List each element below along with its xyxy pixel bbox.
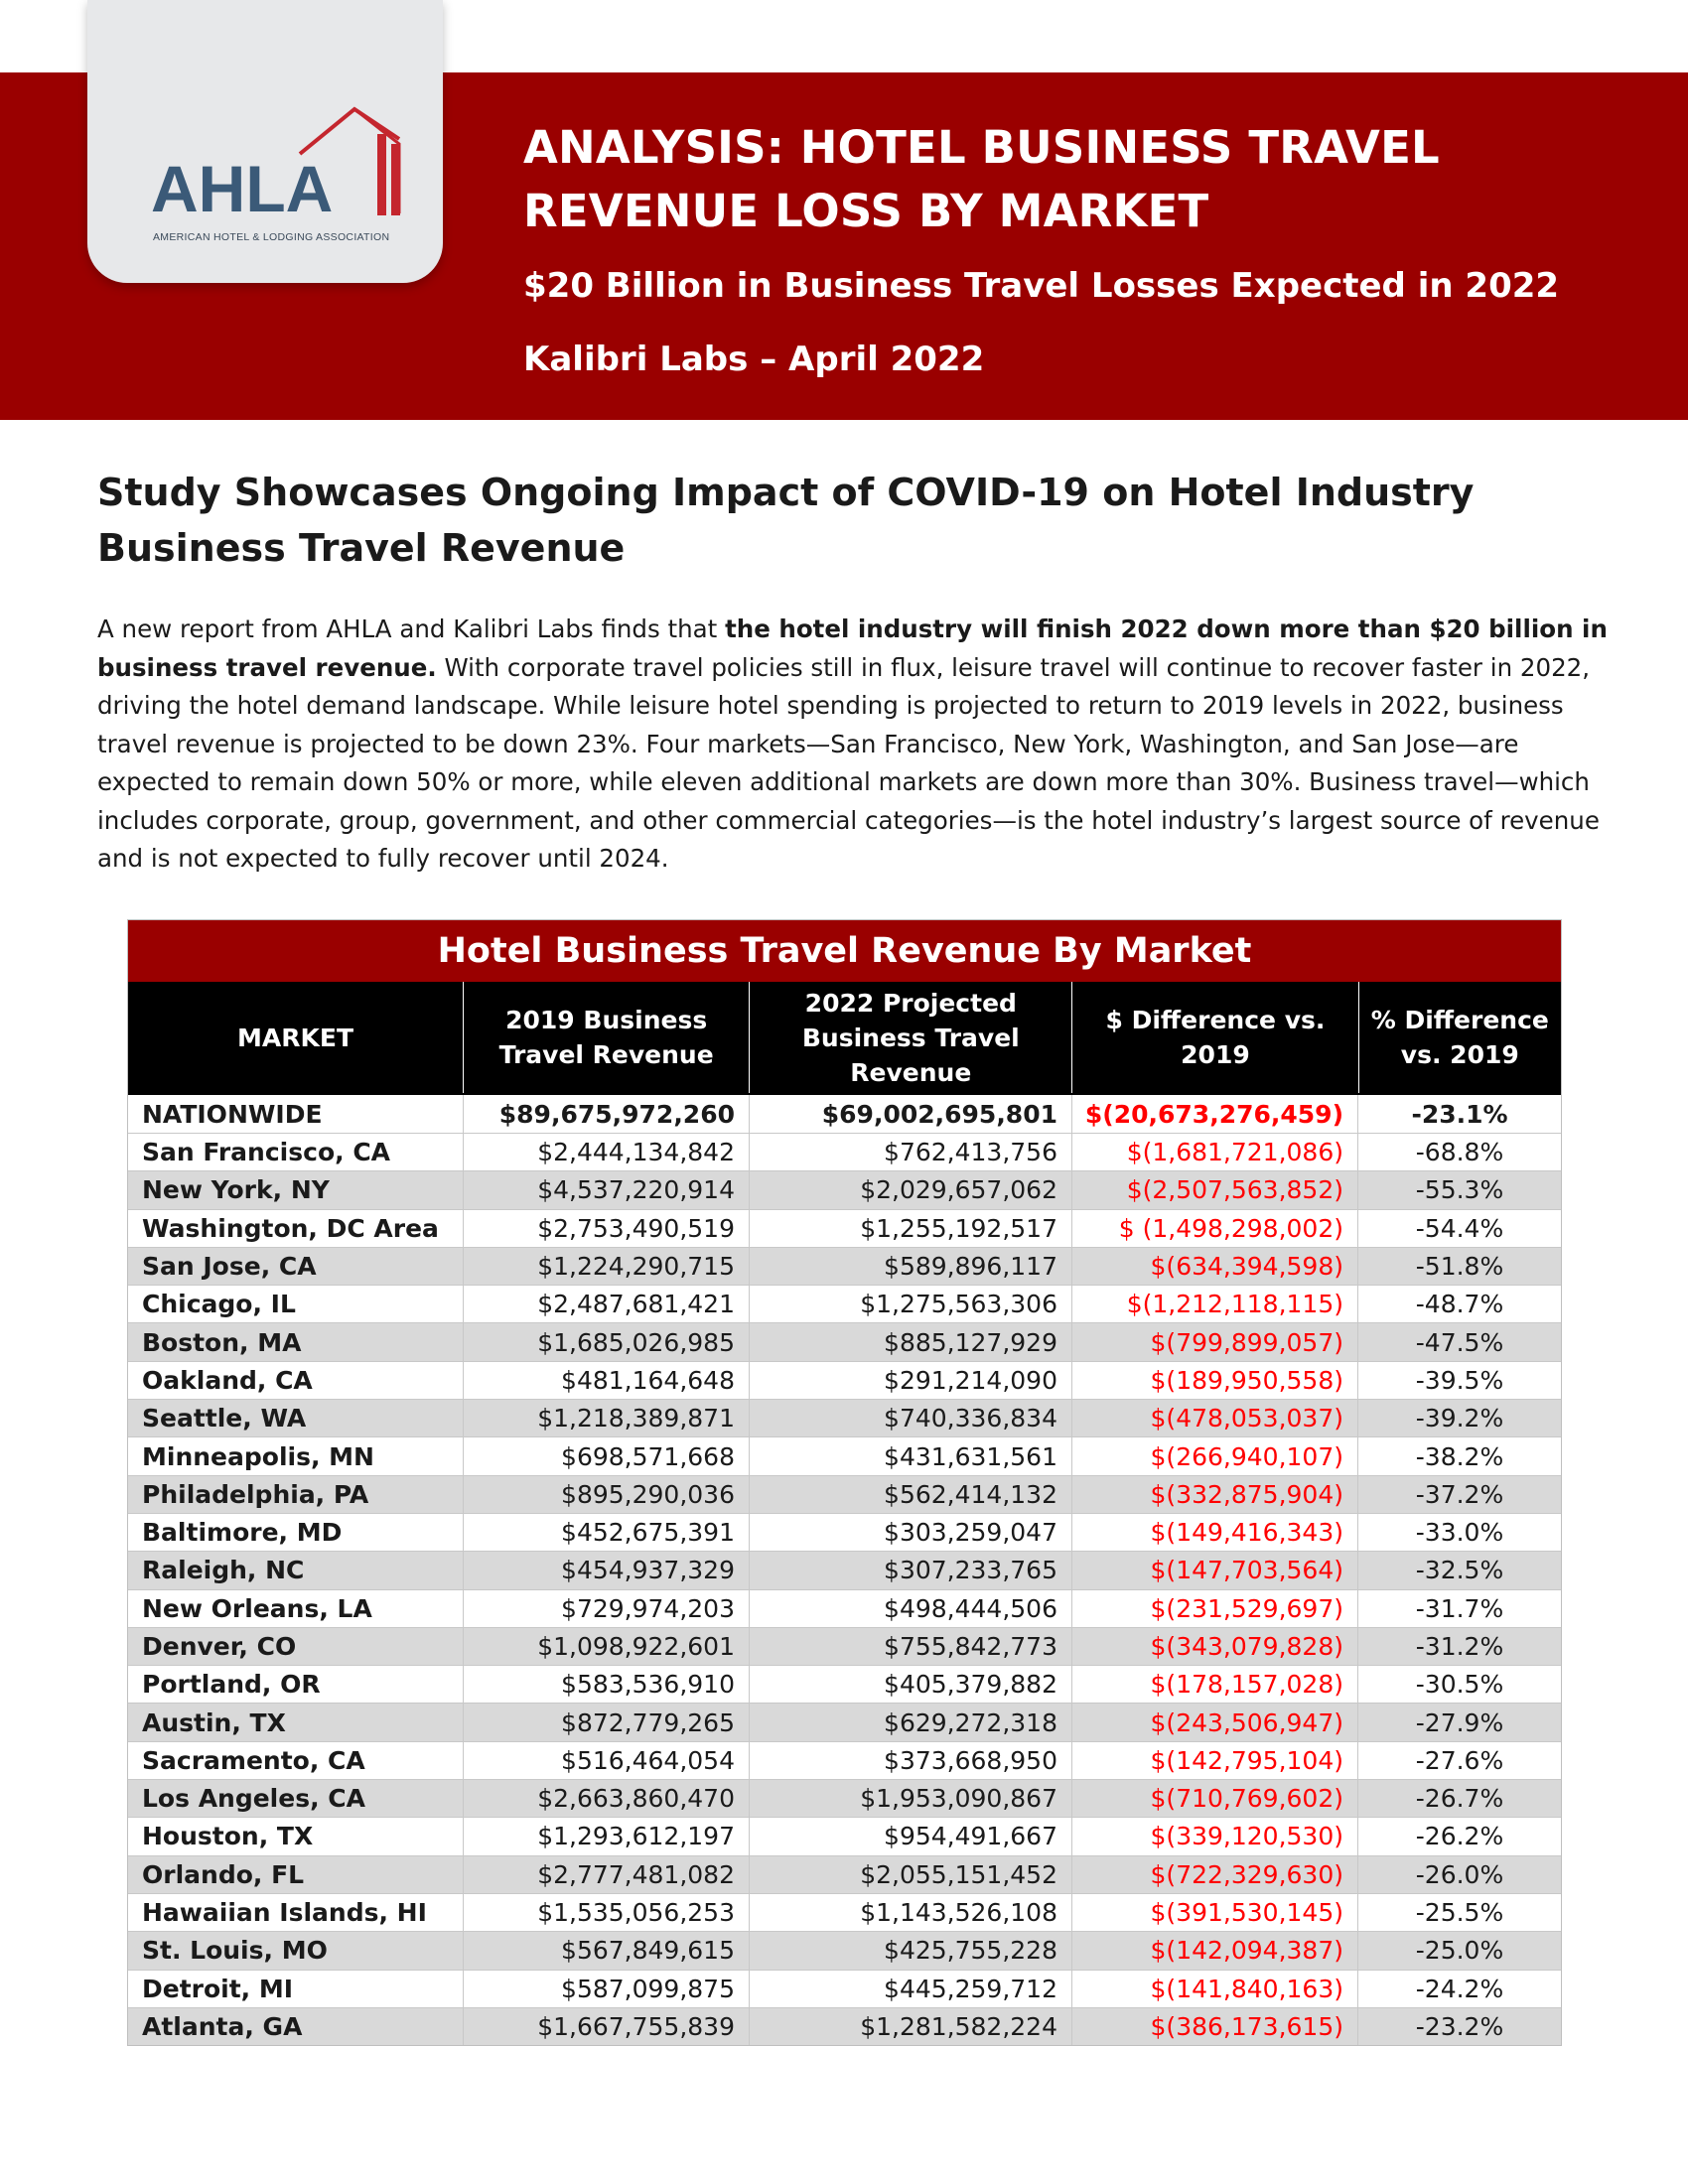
column-header-dollar-difference: $ Difference vs. 2019: [1072, 982, 1358, 1093]
table-row: [128, 1322, 1561, 1360]
revenue-2019-cell: $1,293,612,197: [464, 1818, 750, 1854]
revenue-2019-cell: $729,974,203: [464, 1590, 750, 1627]
revenue-2022-cell: $373,668,950: [750, 1742, 1072, 1779]
report-subtitle: $20 Billion in Business Travel Losses Expected in 2022: [523, 266, 1560, 306]
revenue-2019-cell: $2,444,134,842: [464, 1134, 750, 1170]
dollar-difference-cell: $(339,120,530): [1072, 1818, 1358, 1854]
table-row: [128, 2007, 1561, 2045]
table-row: [128, 1285, 1561, 1322]
percent-difference-cell: -55.3%: [1415, 1175, 1504, 1205]
table-row: [128, 1855, 1561, 1893]
table-row: [128, 1551, 1561, 1588]
column-header-2022-revenue: 2022 Projected Business Travel Revenue: [750, 982, 1072, 1093]
market-cell: Detroit, MI: [128, 1971, 464, 2007]
table-row-nationwide: [128, 1093, 1561, 1133]
dollar-difference-cell: $(722,329,630): [1072, 1856, 1358, 1893]
intro-paragraph: [97, 611, 1626, 879]
market-cell: Portland, OR: [128, 1666, 464, 1703]
percent-difference-cell: -27.6%: [1415, 1745, 1504, 1775]
market-cell: Seattle, WA: [128, 1400, 464, 1436]
dollar-difference-cell: $(243,506,947): [1072, 1704, 1358, 1740]
table-row: [128, 1931, 1561, 1969]
table-row: [128, 1665, 1561, 1703]
market-cell: Sacramento, CA: [128, 1742, 464, 1779]
market-cell: Philadelphia, PA: [128, 1476, 464, 1513]
percent-difference-cell: -68.8%: [1415, 1138, 1504, 1167]
table-row: [128, 1893, 1561, 1931]
revenue-2019-cell: $1,224,290,715: [464, 1248, 750, 1285]
market-cell: San Francisco, CA: [128, 1134, 464, 1170]
percent-difference-cell: -48.7%: [1415, 1290, 1504, 1319]
table-row: [128, 1361, 1561, 1399]
dollar-difference-cell: $(147,703,564): [1072, 1552, 1358, 1588]
revenue-2019-cell: $516,464,054: [464, 1742, 750, 1779]
revenue-2019-cell: $2,663,860,470: [464, 1780, 750, 1817]
percent-difference-cell: -25.0%: [1415, 1936, 1504, 1966]
percent-difference-cell: -33.0%: [1415, 1518, 1504, 1548]
report-title-line1: ANALYSIS: HOTEL BUSINESS TRAVEL: [523, 121, 1440, 174]
revenue-2022-cell: $307,233,765: [750, 1552, 1072, 1588]
market-cell: Baltimore, MD: [128, 1514, 464, 1551]
table-row: [128, 1170, 1561, 1208]
revenue-2022-cell: $405,379,882: [750, 1666, 1072, 1703]
revenue-table: [127, 919, 1562, 2046]
table-row: [128, 1627, 1561, 1665]
revenue-2022-cell: $1,275,563,306: [750, 1286, 1072, 1322]
revenue-2019-cell: $1,098,922,601: [464, 1628, 750, 1665]
table-row: [128, 1779, 1561, 1817]
revenue-2022-cell: $291,214,090: [750, 1362, 1072, 1399]
dollar-difference-cell: $(386,173,615): [1072, 2008, 1358, 2045]
revenue-2019-cell: $587,099,875: [464, 1971, 750, 2007]
column-header-market: MARKET: [128, 982, 464, 1093]
article-heading: Study Showcases Ongoing Impact of COVID-19 on Hotel Industry Business Travel Revenue: [97, 471, 1475, 570]
revenue-2019-cell: $872,779,265: [464, 1704, 750, 1740]
intro-bold: the hotel industry will finish 2022 down more than $20 billion in business travel revenue.: [97, 614, 1608, 682]
percent-difference-cell: -32.5%: [1415, 1556, 1504, 1585]
dollar-difference-cell: $(141,840,163): [1072, 1971, 1358, 2007]
market-cell: New Orleans, LA: [128, 1590, 464, 1627]
intro-rest: With corporate travel policies still in flux, leisure travel will continue to recover faster in 2022, driving the hotel demand landscape. While leisure hotel spending is projected to return to 2019 levels in 2022, business travel revenue is projected to be down 23%. Four markets—San Francisco, New York, Washington, and San Jose—are expected to remain down 50% or more, while eleven additional markets are down more than 30%. Business travel—which includes corporate, group, government, and other commercial categories—is the hotel industry’s largest source of revenue and is not expected to fully recover until 2024.: [97, 652, 1600, 873]
table-title: Hotel Business Travel Revenue By Market: [128, 920, 1561, 982]
revenue-2019-cell: $2,753,490,519: [464, 1210, 750, 1247]
column-header-percent-difference: % Difference vs. 2019: [1370, 1006, 1549, 1069]
revenue-2022-cell: $589,896,117: [750, 1248, 1072, 1285]
intro-lead: A new report from AHLA and Kalibri Labs finds that: [97, 614, 726, 643]
dollar-difference-cell: $(231,529,697): [1072, 1590, 1358, 1627]
revenue-2019-cell: $2,487,681,421: [464, 1286, 750, 1322]
revenue-2022-cell: $303,259,047: [750, 1514, 1072, 1551]
market-cell: Denver, CO: [128, 1628, 464, 1665]
percent-difference-cell: -27.9%: [1415, 1707, 1504, 1737]
revenue-2022-cell: $445,259,712: [750, 1971, 1072, 2007]
percent-difference-cell: -38.2%: [1415, 1441, 1504, 1471]
table-row: [128, 1589, 1561, 1627]
percent-difference-cell: -31.7%: [1415, 1593, 1504, 1623]
percent-difference-cell: -47.5%: [1415, 1327, 1504, 1357]
dollar-difference-cell: $(189,950,558): [1072, 1362, 1358, 1399]
market-cell: Austin, TX: [128, 1704, 464, 1740]
logo-wordmark: AHLA: [151, 152, 334, 223]
table-row: [128, 1817, 1561, 1854]
market-cell: Atlanta, GA: [128, 2008, 464, 2045]
revenue-2022-cell: $885,127,929: [750, 1323, 1072, 1360]
percent-difference-cell: -31.2%: [1415, 1632, 1504, 1661]
table-body: [128, 1093, 1561, 2045]
percent-difference-cell: -23.2%: [1415, 2011, 1504, 2041]
revenue-2022-cell: $1,255,192,517: [750, 1210, 1072, 1247]
report-title-line2: REVENUE LOSS BY MARKET: [523, 185, 1209, 237]
market-cell: Boston, MA: [128, 1323, 464, 1360]
market-cell: Los Angeles, CA: [128, 1780, 464, 1817]
market-cell: Minneapolis, MN: [128, 1437, 464, 1474]
revenue-2019-cell: $2,777,481,082: [464, 1856, 750, 1893]
table-row: [128, 1970, 1561, 2007]
revenue-2019-cell: $1,685,026,985: [464, 1323, 750, 1360]
dollar-difference-cell: $ (1,498,298,002): [1072, 1210, 1358, 1247]
dollar-difference-cell: $(20,673,276,459): [1072, 1095, 1358, 1133]
report-date: Kalibri Labs – April 2022: [523, 340, 985, 379]
table-row: [128, 1703, 1561, 1740]
table-row: [128, 1513, 1561, 1551]
dollar-difference-cell: $(634,394,598): [1072, 1248, 1358, 1285]
ahla-logo: [151, 94, 459, 223]
table-row: [128, 1436, 1561, 1474]
market-cell: Orlando, FL: [128, 1856, 464, 1893]
revenue-2022-cell: $629,272,318: [750, 1704, 1072, 1740]
revenue-2019-cell: $454,937,329: [464, 1552, 750, 1588]
revenue-2019-cell: $895,290,036: [464, 1476, 750, 1513]
percent-difference-cell: -26.0%: [1415, 1859, 1504, 1889]
market-cell: Chicago, IL: [128, 1286, 464, 1322]
market-cell: NATIONWIDE: [128, 1095, 464, 1133]
table-row: [128, 1209, 1561, 1247]
market-cell: Houston, TX: [128, 1818, 464, 1854]
revenue-2022-cell: $498,444,506: [750, 1590, 1072, 1627]
percent-difference-cell: -30.5%: [1415, 1670, 1504, 1700]
percent-difference-cell: -51.8%: [1415, 1252, 1504, 1282]
logo-subtitle: AMERICAN HOTEL & LODGING ASSOCIATION: [153, 231, 390, 243]
percent-difference-cell: -39.2%: [1415, 1404, 1504, 1433]
dollar-difference-cell: $(391,530,145): [1072, 1894, 1358, 1931]
percent-difference-cell: -24.2%: [1415, 1974, 1504, 2003]
revenue-2019-cell: $481,164,648: [464, 1362, 750, 1399]
revenue-2019-cell: $452,675,391: [464, 1514, 750, 1551]
dollar-difference-cell: $(2,507,563,852): [1072, 1171, 1358, 1208]
revenue-2019-cell: $567,849,615: [464, 1932, 750, 1969]
dollar-difference-cell: $(142,795,104): [1072, 1742, 1358, 1779]
revenue-2022-cell: $2,029,657,062: [750, 1171, 1072, 1208]
report-title: [523, 116, 1635, 243]
revenue-2022-cell: $1,143,526,108: [750, 1894, 1072, 1931]
revenue-2022-cell: $562,414,132: [750, 1476, 1072, 1513]
revenue-2022-cell: $1,281,582,224: [750, 2008, 1072, 2045]
dollar-difference-cell: $(142,094,387): [1072, 1932, 1358, 1969]
revenue-2019-cell: $1,535,056,253: [464, 1894, 750, 1931]
market-cell: Raleigh, NC: [128, 1552, 464, 1588]
percent-difference-cell: -54.4%: [1415, 1213, 1504, 1243]
dollar-difference-cell: $(178,157,028): [1072, 1666, 1358, 1703]
table-row: [128, 1247, 1561, 1285]
dollar-difference-cell: $(1,681,721,086): [1072, 1134, 1358, 1170]
revenue-2022-cell: $1,953,090,867: [750, 1780, 1072, 1817]
dollar-difference-cell: $(149,416,343): [1072, 1514, 1358, 1551]
dollar-difference-cell: $(332,875,904): [1072, 1476, 1358, 1513]
market-cell: Hawaiian Islands, HI: [128, 1894, 464, 1931]
percent-difference-cell: -26.7%: [1415, 1784, 1504, 1814]
market-cell: St. Louis, MO: [128, 1932, 464, 1969]
revenue-2022-cell: $431,631,561: [750, 1437, 1072, 1474]
dollar-difference-cell: $(1,212,118,115): [1072, 1286, 1358, 1322]
percent-difference-cell: -26.2%: [1415, 1822, 1504, 1851]
revenue-2019-cell: $1,218,389,871: [464, 1400, 750, 1436]
revenue-2022-cell: $425,755,228: [750, 1932, 1072, 1969]
table-row: [128, 1399, 1561, 1436]
table-row: [128, 1741, 1561, 1779]
revenue-2019-cell: $583,536,910: [464, 1666, 750, 1703]
market-cell: New York, NY: [128, 1171, 464, 1208]
revenue-2019-cell: $89,675,972,260: [464, 1095, 750, 1133]
logo-tab: [87, 0, 443, 283]
revenue-2019-cell: $1,667,755,839: [464, 2008, 750, 2045]
market-cell: San Jose, CA: [128, 1248, 464, 1285]
table-row: [128, 1475, 1561, 1513]
dollar-difference-cell: $(478,053,037): [1072, 1400, 1358, 1436]
revenue-2019-cell: $698,571,668: [464, 1437, 750, 1474]
table-row: [128, 1133, 1561, 1170]
market-cell: Washington, DC Area: [128, 1210, 464, 1247]
revenue-2022-cell: $2,055,151,452: [750, 1856, 1072, 1893]
dollar-difference-cell: $(343,079,828): [1072, 1628, 1358, 1665]
revenue-2022-cell: $69,002,695,801: [750, 1095, 1072, 1133]
percent-difference-cell: -25.5%: [1415, 1898, 1504, 1928]
revenue-2022-cell: $954,491,667: [750, 1818, 1072, 1854]
dollar-difference-cell: $(710,769,602): [1072, 1780, 1358, 1817]
dollar-difference-cell: $(799,899,057): [1072, 1323, 1358, 1360]
revenue-2022-cell: $755,842,773: [750, 1628, 1072, 1665]
column-header-2019-revenue: 2019 Business Travel Revenue: [464, 982, 750, 1093]
revenue-2022-cell: $740,336,834: [750, 1400, 1072, 1436]
percent-difference-cell: -23.1%: [1411, 1099, 1508, 1129]
market-cell: Oakland, CA: [128, 1362, 464, 1399]
dollar-difference-cell: $(266,940,107): [1072, 1437, 1358, 1474]
percent-difference-cell: -39.5%: [1415, 1365, 1504, 1395]
revenue-2022-cell: $762,413,756: [750, 1134, 1072, 1170]
percent-difference-cell: -37.2%: [1415, 1479, 1504, 1509]
revenue-2019-cell: $4,537,220,914: [464, 1171, 750, 1208]
table-header-row: [128, 982, 1561, 1093]
